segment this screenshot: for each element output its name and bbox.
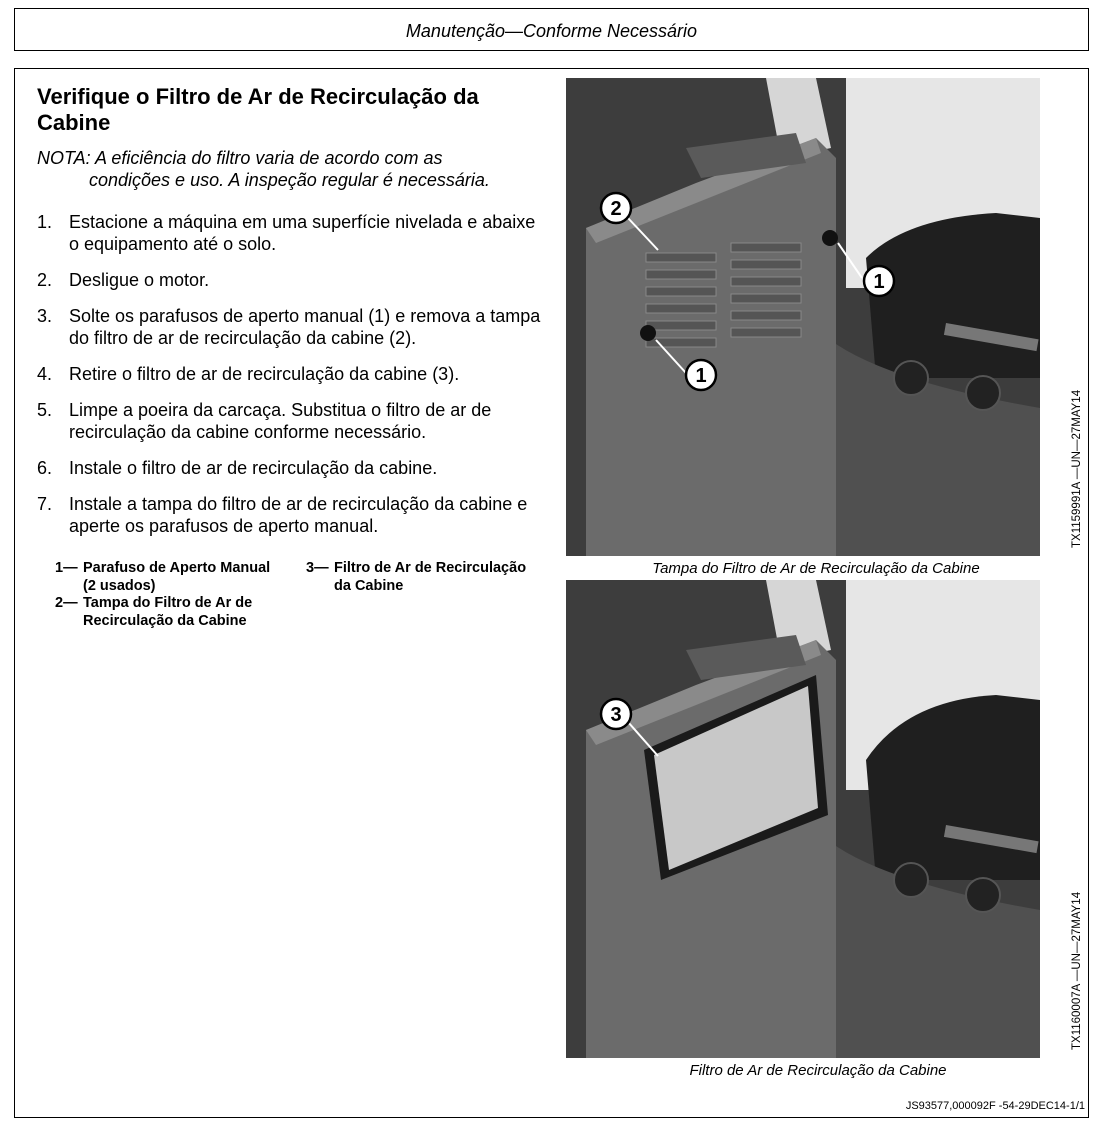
step-item (37, 269, 547, 291)
legend-item (306, 560, 546, 595)
legend-item (55, 560, 295, 595)
legend-number: 3— (306, 560, 329, 576)
step-number: 5. (37, 400, 53, 420)
legend-text-line-2: da Cabine (334, 577, 404, 594)
step-number: 2. (37, 270, 53, 290)
step-item (37, 363, 547, 385)
step-text: Retire o filtro de ar de recirculação da cabine (3). (69, 364, 460, 384)
step-text: Desligue o motor. (69, 270, 210, 290)
figure-1-code: TX1159991A —UN—27MAY14 (1071, 389, 1083, 548)
legend-text-line-1: Filtro de Ar de Recirculação (334, 560, 527, 576)
figure-2-caption: Filtro de Ar de Recirculação da Cabine (689, 1062, 947, 1079)
step-number: 7. (37, 494, 53, 514)
section-title: Verifique o Filtro de Ar de Recirculação da Cabine (37, 84, 479, 135)
callout-3 (601, 699, 631, 729)
note (37, 147, 547, 191)
photo-filter-cover-drawing (566, 78, 1040, 556)
step-item (37, 493, 547, 537)
figure-2-code: TX1160007A —UN—27MAY14 (1071, 891, 1083, 1050)
photo-filter-cover (566, 78, 1040, 556)
photo-recirculation-filter (566, 580, 1040, 1058)
svg-text:1: 1 (695, 365, 707, 387)
note-line-1: NOTA: A eficiência do filtro varia de acordo com as (37, 148, 443, 168)
footer-code: JS93577,000092F -54-29DEC14-1/1 (905, 1100, 1085, 1112)
svg-text:3: 3 (610, 704, 622, 726)
legend-item (55, 595, 295, 630)
step-text: Estacione a máquina em uma superfície nivelada e abaixe o equipamento até o solo. (69, 212, 536, 254)
step-item (37, 399, 547, 443)
step-text: Solte os parafusos de aperto manual (1) e remova a tampa do filtro de ar de recirculação da cabine (2). (69, 306, 541, 348)
svg-text:2: 2 (610, 198, 622, 220)
svg-text:1: 1 (873, 271, 885, 293)
header-title: Manutenção—Conforme Necessário (405, 21, 698, 41)
step-number: 3. (37, 306, 53, 326)
figure-1-caption: Tampa do Filtro de Ar de Recirculação da Cabine (652, 560, 980, 577)
callout-2 (601, 193, 631, 223)
callout-1 (864, 266, 894, 296)
legend-number: 2— (55, 595, 78, 611)
step-number: 1. (37, 212, 53, 232)
legend-text-line-2: (2 usados) (83, 577, 156, 594)
step-text: Limpe a poeira da carcaça. Substitua o filtro de ar de recirculação da cabine conforme necessário. (69, 400, 492, 442)
step-item (37, 211, 547, 255)
photo-recirculation-filter-drawing (566, 580, 1040, 1058)
note-line-2: condições e uso. A inspeção regular é necessária. (89, 170, 490, 190)
step-text: Instale a tampa do filtro de ar de recirculação da cabine e aperte os parafusos de aperto manual. (69, 494, 528, 536)
page-header (14, 8, 1089, 51)
legend-text-line-1: Parafuso de Aperto Manual (83, 560, 271, 576)
step-number: 6. (37, 458, 53, 478)
legend-text-line-1: Tampa do Filtro de Ar de (83, 595, 253, 611)
step-item (37, 305, 547, 349)
step-text: Instale o filtro de ar de recirculação da cabine. (69, 458, 438, 478)
steps-list (37, 211, 547, 551)
callout-1 (686, 360, 716, 390)
legend-number: 1— (55, 560, 78, 576)
step-number: 4. (37, 364, 53, 384)
step-item (37, 457, 547, 479)
legend-text-line-2: Recirculação da Cabine (83, 612, 247, 629)
